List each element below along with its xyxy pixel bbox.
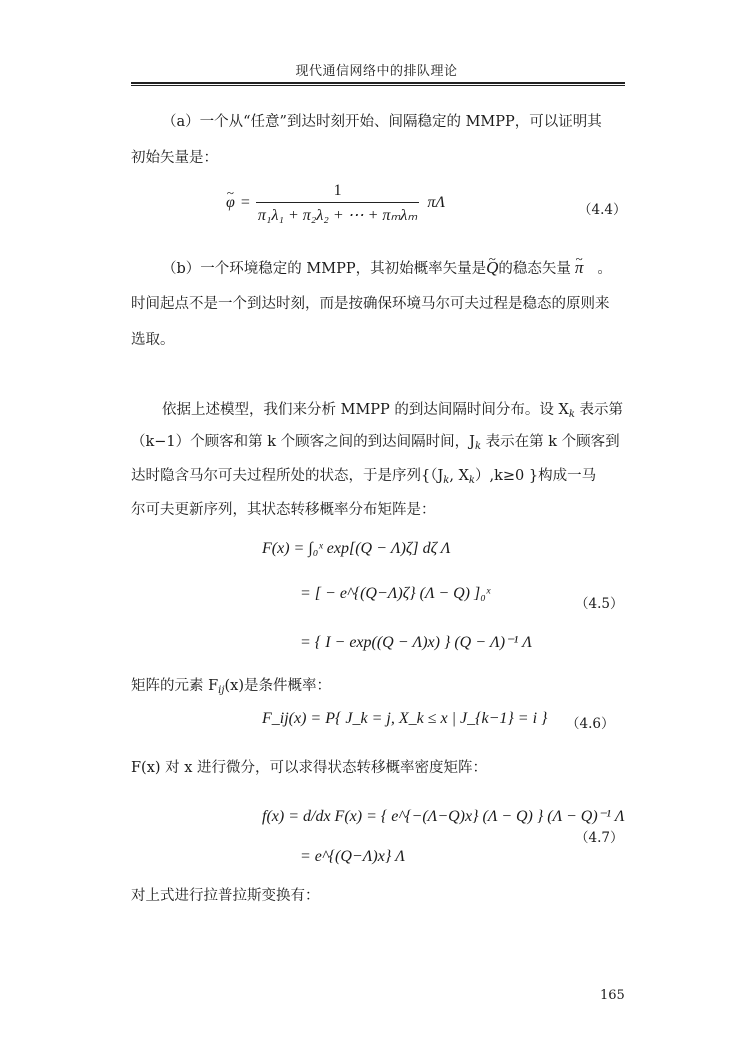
para-a-line-2: 初始矢量是： bbox=[131, 150, 218, 166]
eq44-lhs: ~ φ bbox=[226, 194, 235, 212]
para-e-line-1: F(x) 对 x 进行微分，可以求得状态转移概率密度矩阵： bbox=[131, 760, 488, 776]
eq44-numerator: 1 bbox=[333, 182, 342, 199]
para-c-line-3: 达时隐含马尔可夫过程所处的状态，于是序列{（$J_k$, $X_k),k\ge 0$ }构成一马 bbox=[131, 468, 597, 486]
eq44-rhs: πΛ bbox=[427, 194, 445, 212]
eq47-number: （4.7） bbox=[575, 830, 624, 846]
para-c-line-1: 依据上述模型，我们来分析 MMPP 的到达间隔时间分布。设 $X_k$ 表示第 bbox=[162, 402, 624, 420]
eq45-number: （4.5） bbox=[575, 596, 624, 612]
eq46-number: （4.6） bbox=[566, 716, 615, 732]
header-rule-thin bbox=[131, 85, 625, 86]
equation-4-6: F_ij(x) = P{ J_k = j, X_k ≤ x | J_{k−1} = i } bbox=[262, 710, 548, 727]
para-c-line-2: （k−1）个顾客和第 k 个顾客之间的到达间隔时间，$J_k$ 表示在第 k 个顾客到 bbox=[131, 434, 620, 452]
para-d-line-1: 矩阵的元素 $F_{ij}(x)$是条件概率： bbox=[131, 678, 331, 696]
eq45-row-2: = [ − e^{(Q−Λ)ζ} (Λ − Q) ]₀ˣ bbox=[300, 585, 491, 602]
page-number: 165 bbox=[600, 988, 625, 1003]
para-a-line-1: （a）一个从“任意”到达时刻开始、间隔稳定的 MMPP，可以证明其 bbox=[162, 114, 602, 130]
eq45-row-3: = { I − exp((Q − Λ)x) } (Q − Λ)⁻¹ Λ bbox=[300, 634, 532, 651]
eq44-denominator: π₁λ₁ + π₂λ₂ + ⋯ + πₘλₘ bbox=[256, 202, 419, 225]
para-b-line-3: 选取。 bbox=[131, 332, 175, 348]
equation-4-4: ~ φ = $\frac{1}{\text{π₁λ₁ + π₂λ₂ + ⋯ + πₘλₘ}}$ πΛ bbox=[226, 182, 445, 225]
eq47-row-1: f(x) = d/dx F(x) = { e^{−(Λ−Q)x} (Λ − Q) } (Λ − Q)⁻¹ Λ bbox=[262, 808, 625, 825]
eq47-row-2: = e^{(Q−Λ)x} Λ bbox=[300, 848, 405, 865]
eq44-number: （4.4） bbox=[578, 202, 627, 218]
para-f-line-1: 对上式进行拉普拉斯变换有： bbox=[131, 888, 320, 904]
running-title: 现代通信网络中的排队理论 bbox=[295, 64, 458, 79]
eq44-fraction bbox=[256, 182, 419, 225]
para-b-line-1: （b）一个环境稳定的 MMPP，其初始概率矢量是~ Q的稳态矢量~ π 。 bbox=[162, 258, 625, 279]
eq45-row-1: F(x) = ∫₀ˣ exp[(Q − Λ)ζ] dζ Λ bbox=[262, 540, 451, 557]
para-b-line-2: 时间起点不是一个到达时刻，而是按确保环境马尔可夫过程是稳态的原则来 bbox=[131, 296, 610, 312]
header-rule bbox=[131, 82, 625, 84]
para-c-line-4: 尔可夫更新序列，其状态转移概率分布矩阵是： bbox=[131, 502, 436, 518]
q-symbol: ~ Q bbox=[486, 258, 498, 278]
pi-symbol: ~ π bbox=[575, 258, 584, 278]
